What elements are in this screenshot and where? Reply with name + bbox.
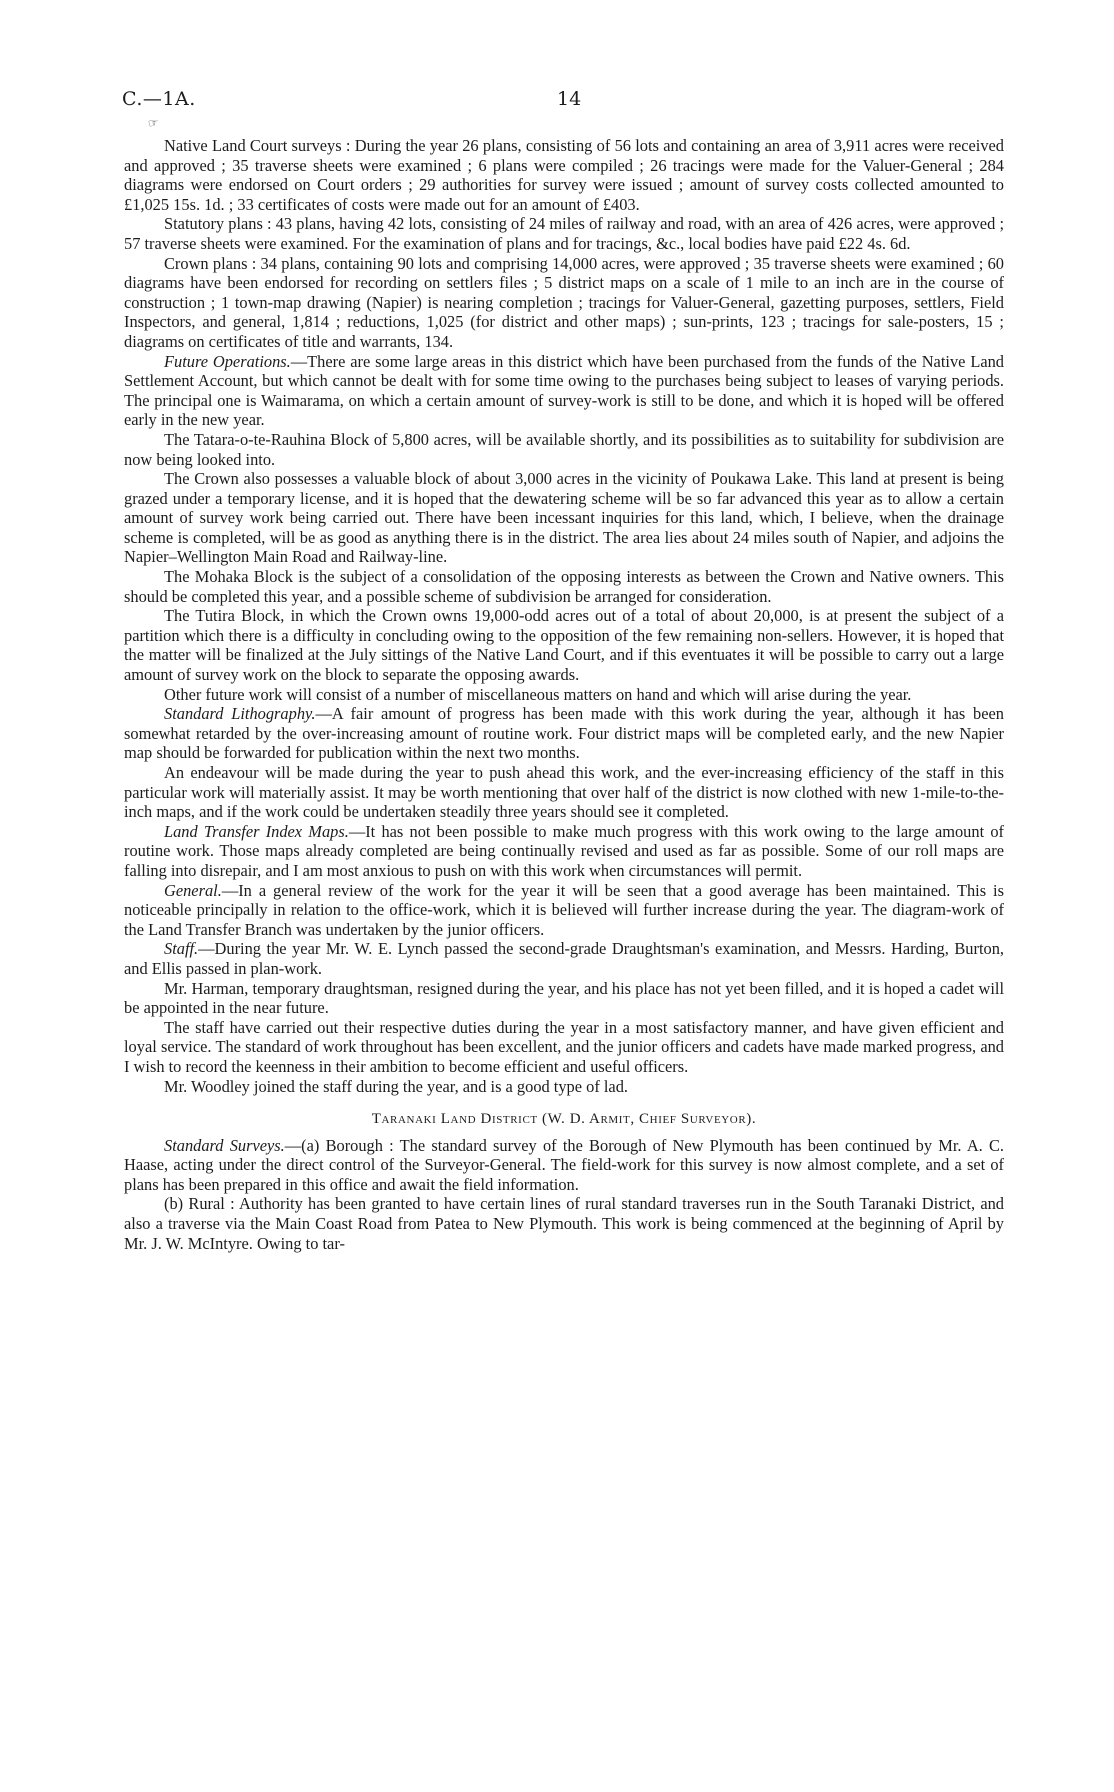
paragraph: The Tatara-o-te-Rauhina Block of 5,800 acres, will be available shortly, and its possibilities as to suitability for subdivision are now being looked into.: [124, 429, 1004, 469]
paragraph: Land Transfer Index Maps.—It has not been possible to make much progress with this work owing to the large amount of routine work. Those maps already completed are being continually revised and used as far as possible. Some of our roll maps are falling into disrepair, and I am most anxious to push on with this work when circumstances will permit.: [124, 821, 1004, 880]
paragraph: The Mohaka Block is the subject of a consolidation of the opposing interests as between the Crown and Native owners. This should be completed this year, and a possible scheme of subdivision be arranged for consideration.: [124, 567, 1004, 606]
paragraph: The Crown also possesses a valuable block of about 3,000 acres in the vicinity of Poukawa Lake. This land at present is being grazed under a temporary license, and it is hoped that the dewatering scheme will be so far advanced this year as to allow a certain amount of survey work being carried out. There have been incessant inquiries for this land, which, I believe, when the drainage scheme is completed, will be as good as anything there is in the district. The area lies about 24 miles south of Napier, and adjoins the Napier–Wellington Main Road and Railway-line.: [124, 469, 1004, 567]
paragraph: An endeavour will be made during the year to push ahead this work, and the ever-increasing efficiency of the staff in this particular work will materially assist. It may be worth mentioning that over half of the district is now clothed with new 1-mile-to-the-inch maps, and if the work could be undertaken steadily three years should see it completed.: [124, 763, 1004, 822]
paragraph: Mr. Woodley joined the staff during the year, and is a good type of lad.: [164, 1076, 628, 1096]
paragraph: Standard Lithography.—A fair amount of progress has been made with this work during the year, although it has been somewhat retarded by the over-increasing amount of routine work. Four district maps will be completed early, and the new Napier map should be forwarded for publication within the next two months.: [124, 704, 1004, 763]
paragraph: (b) Rural : Authority has been granted to have certain lines of rural standard traverses run in the South Taranaki District, and also a traverse via the Main Coast Road from Patea to New Plymouth. This work is being commenced at the beginning of April by Mr. J. W. McIntyre. Owing to tar-: [124, 1194, 1004, 1253]
paragraph: Future Operations.—There are some large areas in this district which have been purchased from the funds of the Native Land Settlement Account, but which cannot be dealt with for some time owing to the purchases being subject to leases of varying periods. The principal one is Waimarama, on which a certain amount of survey-work is still to be done, and which it is hoped will be offered early in the new year.: [124, 351, 1004, 430]
paragraph: Other future work will consist of a number of miscellaneous matters on hand and which will arise during the year.: [164, 684, 912, 704]
paragraph: Statutory plans : 43 plans, having 42 lots, consisting of 24 miles of railway and road, with an area of 426 acres, were approved ; 57 traverse sheets were examined. For the examination of plans and for tracings, &c., local bodies have paid £22 4s. 6d.: [124, 214, 1004, 253]
document-body: [124, 136, 1004, 1253]
paragraph: Native Land Court surveys : During the year 26 plans, consisting of 56 lots and containing an area of 3,911 acres were received and approved ; 35 traverse sheets were examined ; 6 plans were compiled ; 26 tracings were made for the Valuer-General ; 284 diagrams were endorsed on Court orders ; 29 authorities for survey were issued ; amount of survey costs collected amounted to £1,025 15s. 1d. ; 33 certificates of costs were made out for an amount of £403.: [124, 136, 1004, 214]
paragraph: Staff.—During the year Mr. W. E. Lynch passed the second-grade Draughtsman's examination, and Messrs. Harding, Burton, and Ellis passed in plan-work.: [124, 939, 1004, 978]
document-reference: C.—1A.: [122, 88, 196, 110]
paragraph: The staff have carried out their respective duties during the year in a most satisfactory manner, and have given efficient and loyal service. The standard of work throughout has been excellent, and the junior officers and cadets have made marked progress, and I wish to record the keenness in their ambition to become efficient and useful officers.: [124, 1017, 1004, 1076]
page-number: 14: [557, 88, 582, 110]
paragraph: General.—In a general review of the work for the year it will be seen that a good average has been maintained. This is noticeable principally in relation to the office-work, which it is believed will further increase during the year. The diagram-work of the Land Transfer Branch was undertaken by the junior officers.: [124, 880, 1004, 939]
section-heading: Taranaki Land District (W. D. Armit, Chief Surveyor).: [371, 1111, 757, 1128]
paragraph: The Tutira Block, in which the Crown owns 19,000-odd acres out of a total of about 20,000, is at present the subject of a partition which there is a difficulty in concluding owing to the opposition of the few remaining non-sellers. However, it is hoped that the matter will be finalized at the July sittings of the Native Land Court, and if this eventuates it will be possible to carry out a large amount of survey work on the block to separate the opposing awards.: [124, 606, 1004, 685]
page-header: [122, 88, 1002, 118]
paragraph: Standard Surveys.—(a) Borough : The standard survey of the Borough of New Plymouth has been continued by Mr. A. C. Haase, acting under the direct control of the Surveyor-General. The field-work for this survey is now almost complete, and a set of plans has been prepared in this office and await the field information.: [124, 1135, 1004, 1194]
pointing-hand-mark: ☞: [146, 115, 160, 131]
paragraph: Mr. Harman, temporary draughtsman, resigned during the year, and his place has not yet been filled, and it is hoped a cadet will be appointed in the near future.: [124, 978, 1004, 1018]
paragraph: Crown plans : 34 plans, containing 90 lots and comprising 14,000 acres, were approved ; 35 traverse sheets were examined ; 60 diagrams have been endorsed for recording on settlers files ; 5 district maps on a scale of 1 mile to an inch are in the course of construction ; 1 town-map drawing (Napier) is nearing completion ; tracings for Valuer-General, gazetting purposes, settlers, Field Inspectors, and general, 1,814 ; reductions, 1,025 (for district and other maps) ; sun-prints, 123 ; tracings for sale-posters, 15 ; diagrams on certificates of title and warrants, 134.: [124, 253, 1004, 351]
